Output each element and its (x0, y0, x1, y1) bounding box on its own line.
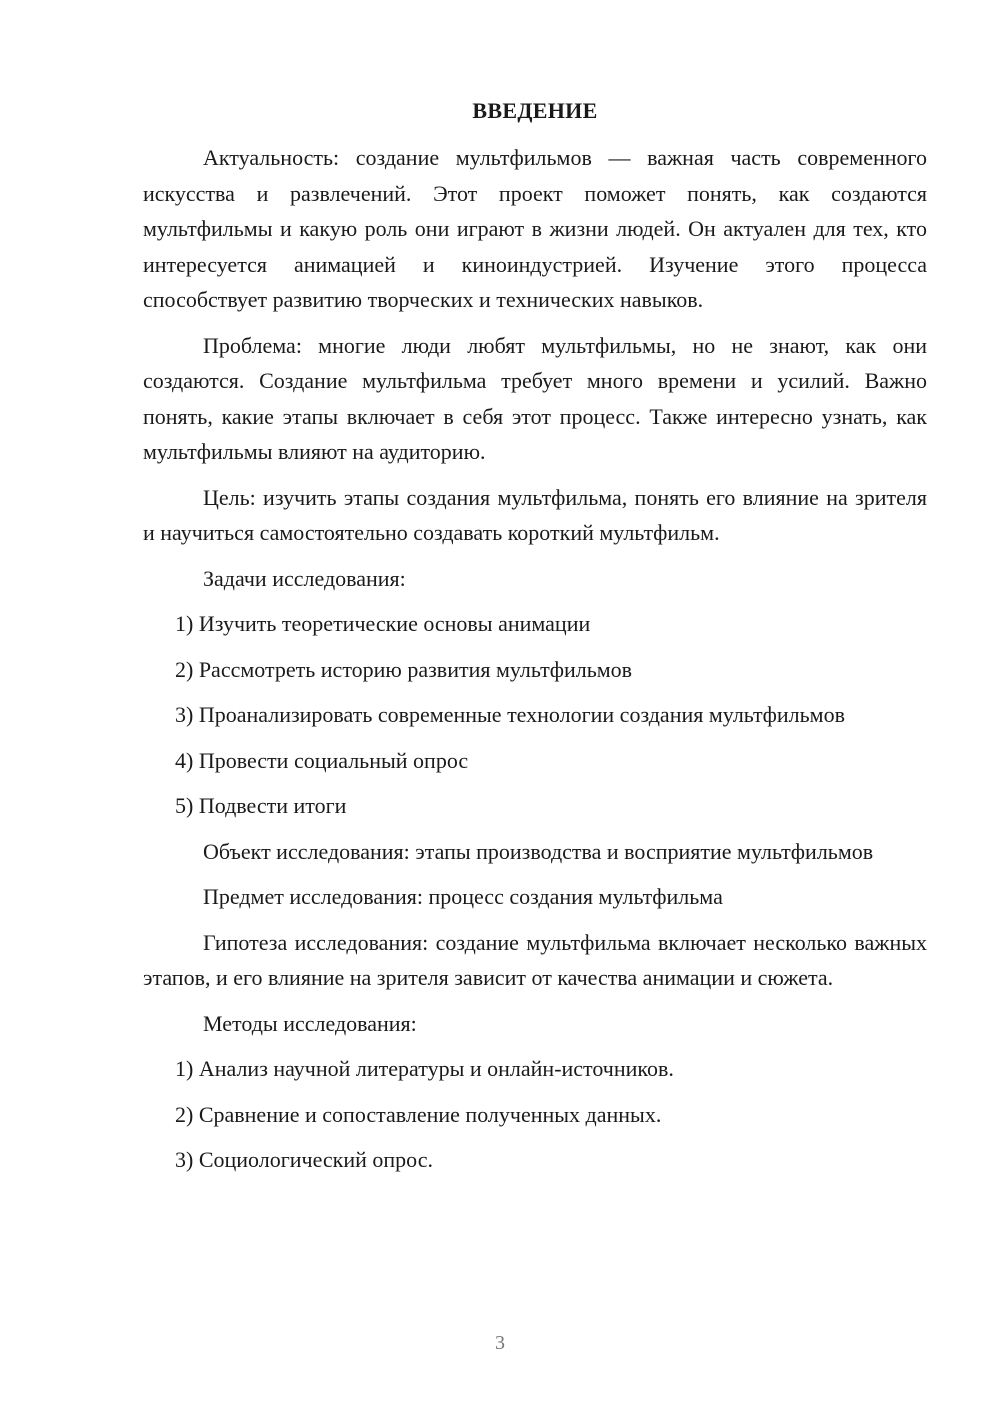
task-item: 2) Рассмотреть историю развития мультфильмов (175, 656, 633, 682)
paragraph-problem: Проблема: многие люди любят мультфильмы, но не знают, как они создаются. Создание мультфильма требует много времени и усилий. Важно понять, какие этапы включает в себя этот процесс. Также интересно узнать, как мультфильмы влияют на аудиторию. (143, 332, 927, 464)
paragraph-object: Объект исследования: этапы производства и восприятие мультфильмов (203, 838, 874, 864)
task-item: 5) Подвести итоги (175, 793, 347, 818)
paragraph-hypothesis: Гипотеза исследования: создание мультфильма включает несколько важных этапов, и его влияние на зрителя зависит от качества анимации и сюжета. (143, 929, 927, 990)
task-item: 4) Провести социальный опрос (175, 747, 469, 773)
section-title: ВВЕДЕНИЕ (472, 98, 598, 123)
tasks-list (143, 606, 927, 824)
method-item: 3) Социологический опрос. (175, 1147, 433, 1172)
task-item: 1) Изучить теоретические основы анимации (175, 611, 591, 636)
tasks-heading: Задачи исследования: (203, 565, 406, 591)
task-item: 3) Проанализировать современные технологии создания мультфильмов (175, 702, 845, 727)
page-content (143, 96, 927, 1188)
methods-list (143, 1051, 927, 1178)
page-number: 3 (495, 1332, 505, 1354)
paragraph-relevance: Актуальность: создание мультфильмов — важная часть современного искусства и развлечений. Этот проект поможет понять, как создаются мультфильмы и какую роль они играют в жизни людей. Он актуален для тех, кто интересуется анимацией и киноиндустрией. Изучение этого процесса способствует развитию творческих и технических навыков. (143, 145, 927, 312)
method-item: 1) Анализ научной литературы и онлайн-источников. (175, 1056, 674, 1081)
method-item: 2) Сравнение и сопоставление полученных данных. (175, 1101, 662, 1127)
paragraph-subject: Предмет исследования: процесс создания мультфильма (203, 884, 723, 909)
methods-heading: Методы исследования: (203, 1010, 417, 1036)
paragraph-goal: Цель: изучить этапы создания мультфильма, понять его влияние на зрителя и научиться самостоятельно создавать короткий мультфильм. (143, 484, 927, 545)
